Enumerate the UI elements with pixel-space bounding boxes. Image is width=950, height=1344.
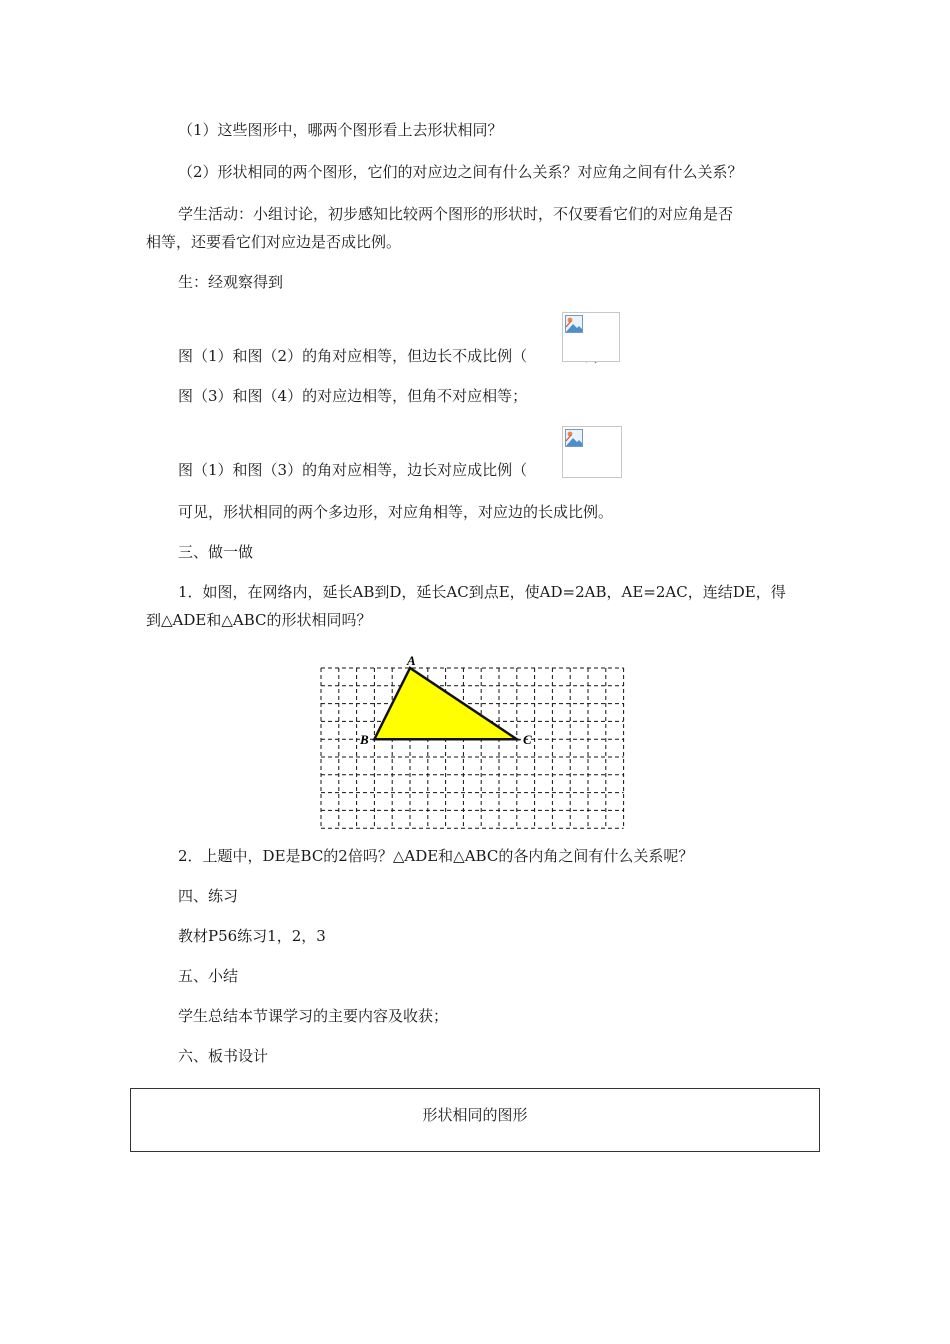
observation-3 (178, 460, 608, 480)
observation-1 (178, 346, 608, 366)
section-heading-3: 三、做一做 (178, 543, 254, 561)
vertex-label-c: C (523, 732, 532, 747)
exercise-1-line-1: 1．如图，在网络内，延长AB到D，延长AC到点E，使AD=2AB，AE=2AC，连结DE，得 (178, 583, 786, 601)
question-2: （2）形状相同的两个图形，它们的对应边之间有什么关系？对应角之间有什么关系？ (178, 163, 743, 181)
conclusion: 可见，形状相同的两个多边形，对应角相等，对应边的长成比例。 (178, 503, 614, 521)
summary: 学生总结本节课学习的主要内容及收获； (178, 1007, 449, 1025)
broken-image-icon (565, 315, 583, 333)
practice-assignment: 教材P56练习1，2，3 (178, 927, 326, 945)
question-1: （1）这些图形中，哪两个图形看上去形状相同？ (178, 121, 503, 139)
exercise-2: 2．上题中，DE是BC的2倍吗？△ADE和△ABC的各内角之间有什么关系呢？ (178, 847, 694, 865)
image-placeholder-2 (562, 426, 622, 478)
student-activity-line-2: 相等，还要看它们对应边是否成比例。 (146, 233, 402, 251)
observation-intro: 生：经观察得到 (178, 273, 284, 291)
student-activity-line-1: 学生活动：小组讨论，初步感知比较两个图形的形状时，不仅要看它们的对应角是否 (178, 205, 734, 223)
observation-3-text: 图（1）和图（3）的角对应相等，边长对应成比例（ (178, 461, 528, 479)
section-heading-6: 六、板书设计 (178, 1047, 269, 1065)
board-title: 形状相同的图形 (422, 1106, 528, 1124)
observation-2: 图（3）和图（4）的对应边相等，但角不对应相等； (178, 387, 528, 405)
section-heading-5: 五、小结 (178, 967, 239, 985)
dashed-grid (321, 668, 624, 828)
observation-1-text: 图（1）和图（2）的角对应相等，但边长不成比例（ (178, 347, 528, 365)
vertex-label-a: A (407, 653, 416, 668)
broken-image-icon (565, 429, 583, 447)
section-heading-4: 四、练习 (178, 887, 239, 905)
vertex-label-b: B (360, 732, 369, 747)
grid-triangle-figure (318, 650, 634, 836)
exercise-1-line-2: 到△ADE和△ABC的形状相同吗？ (146, 611, 372, 629)
image-placeholder-1 (562, 312, 620, 362)
blackboard-design-box (130, 1088, 820, 1152)
